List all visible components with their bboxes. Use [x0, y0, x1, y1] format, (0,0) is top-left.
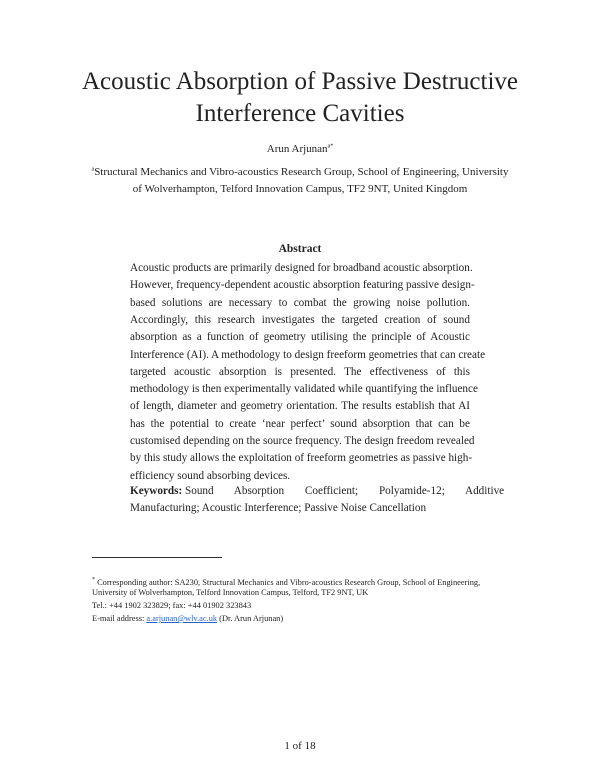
keywords-line-2: Manufacturing; Acoustic Interference; Passive Noise Cancellation [130, 502, 427, 514]
email-label: E-mail address: [92, 614, 147, 623]
abstract-line: However, frequency-dependent acoustic absorption featuring passive design- [130, 279, 475, 292]
abstract-line: absorption as a function of geometry utilising the principle of Acoustic [130, 331, 470, 344]
footnote-mark: * [92, 577, 95, 583]
author-marks: a* [327, 143, 334, 150]
email-suffix: (Dr. Arun Arjunan) [217, 614, 284, 623]
affiliation-line-1 [0, 166, 600, 178]
email-link[interactable]: a.arjunan@wlv.ac.uk [146, 614, 218, 623]
abstract-heading: Abstract [278, 243, 322, 255]
keywords-text: Sound Absorption Coefficient; Polyamide-12; Additive [185, 485, 505, 497]
abstract-line: Acoustic products are primarily designed for broadband acoustic absorption. [130, 262, 473, 274]
abstract-line: has the potential to create ‘near perfect’ sound absorption that can be [130, 417, 470, 430]
author [0, 143, 600, 155]
affiliation-line-2: of Wolverhampton, Telford Innovation Campus, TF2 9NT, United Kingdom [132, 183, 468, 195]
keywords-line-1 [130, 484, 505, 499]
page-number: 1 of 18 [284, 740, 316, 752]
abstract-line: efficiency sound absorbing devices. [130, 469, 291, 482]
footnote-email-line [92, 613, 283, 625]
title-line-2: Interference Cavities [195, 100, 405, 127]
abstract-line: of length, diameter and geometry orientation. The results establish that AI [130, 400, 470, 413]
abstract-line: Accordingly, this research investigates the targeted creation of sound [130, 313, 470, 326]
footnote-rule [92, 557, 222, 558]
affiliation-mark: a [91, 166, 95, 173]
abstract-line: customised depending on the source frequency. The design freedom revealed [130, 435, 475, 447]
footnote-line-2: University of Wolverhampton, Telford Innovation Campus, Telford, TF2 9NT, UK [92, 588, 369, 597]
footnote-text: Corresponding author: SA230, Structural Mechanics and Vibro-acoustics Research Group, School of Engineering, [97, 577, 481, 587]
abstract-line: Interference (AI). A methodology to design freeform geometries that can create [130, 348, 486, 361]
abstract-line: methodology is then experimentally validated while quantifying the influence [130, 383, 478, 396]
affiliation-text: Structural Mechanics and Vibro-acoustics Research Group, School of Engineering, University [94, 166, 509, 178]
title-line-1: Acoustic Absorption of Passive Destructive [81, 68, 519, 95]
abstract-line: based solutions are necessary to combat the growing noise pollution. [130, 296, 470, 309]
author-name: Arun Arjunan [266, 143, 328, 155]
abstract-line: targeted acoustic absorption is presented. The effectiveness of this [130, 365, 470, 378]
abstract-line: by this study allows the exploitation of freeform geometries as passive high- [130, 452, 473, 465]
footnote-line-3: Tel.: +44 1902 323829; fax: +44 01902 323843 [92, 601, 252, 610]
keywords-label: Keywords: [130, 485, 183, 497]
